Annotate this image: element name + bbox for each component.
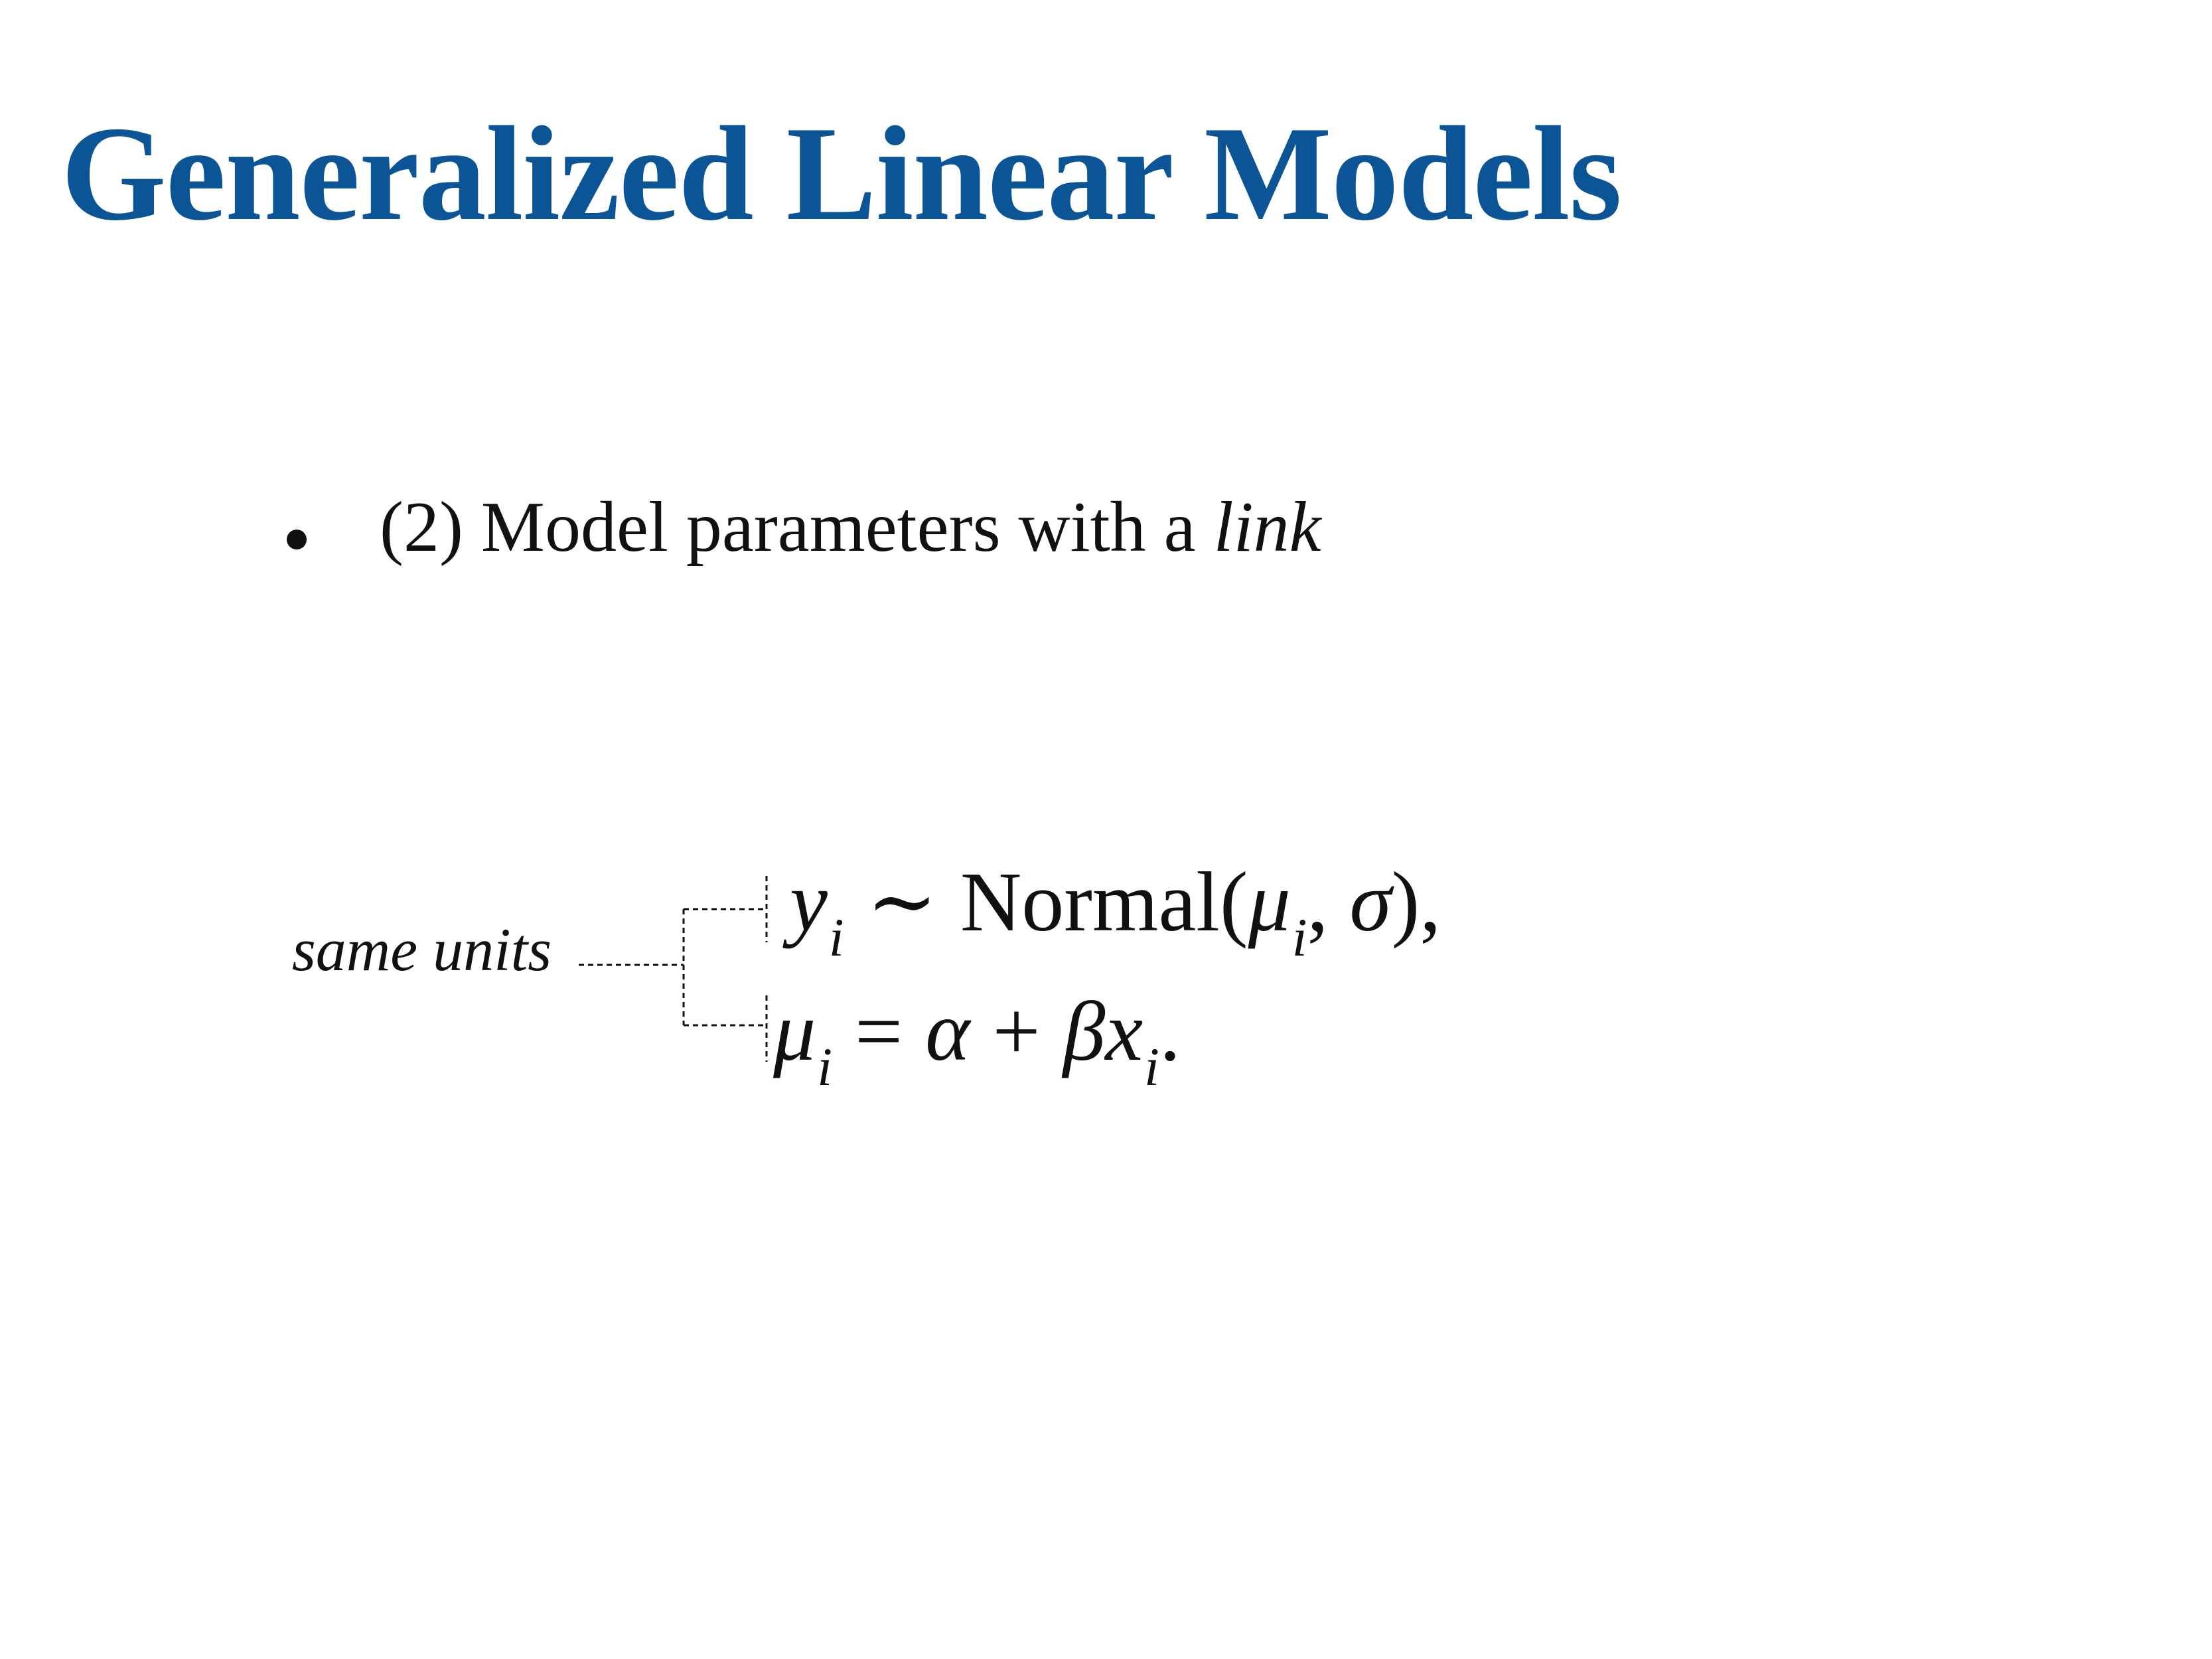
eq1-lhs: y bbox=[790, 855, 828, 949]
eq1-arg-mu-subscript: i bbox=[1291, 907, 1307, 968]
eq2-beta: β bbox=[1063, 984, 1106, 1078]
eq2-plus: + bbox=[992, 984, 1041, 1078]
equation-likelihood bbox=[790, 855, 1441, 968]
bullet-text-main: (2) Model parameters with a bbox=[380, 488, 1214, 567]
equation-linear-model bbox=[773, 984, 1181, 1097]
eq2-end: . bbox=[1159, 984, 1181, 1078]
eq2-operator: = bbox=[855, 984, 903, 1078]
eq2-x-subscript: i bbox=[1144, 1037, 1159, 1097]
eq2-lhs: μ bbox=[773, 984, 816, 1078]
eq1-lhs-subscript: i bbox=[828, 907, 844, 968]
annotation-label: same units bbox=[292, 916, 552, 983]
eq2-lhs-subscript: i bbox=[817, 1037, 833, 1097]
eq1-arg-mu: μ bbox=[1248, 855, 1291, 949]
bullet-text-emphasis: link bbox=[1213, 488, 1321, 567]
slide-title: Generalized Linear Models bbox=[61, 99, 1621, 249]
eq1-separator: , bbox=[1307, 855, 1350, 949]
eq1-function: Normal( bbox=[960, 855, 1248, 949]
eq1-operator: ∼ bbox=[866, 855, 938, 949]
eq1-close: ), bbox=[1391, 855, 1441, 949]
eq1-arg-sigma: σ bbox=[1349, 855, 1392, 949]
eq2-x: x bbox=[1105, 984, 1143, 1078]
eq2-alpha: α bbox=[925, 984, 970, 1078]
